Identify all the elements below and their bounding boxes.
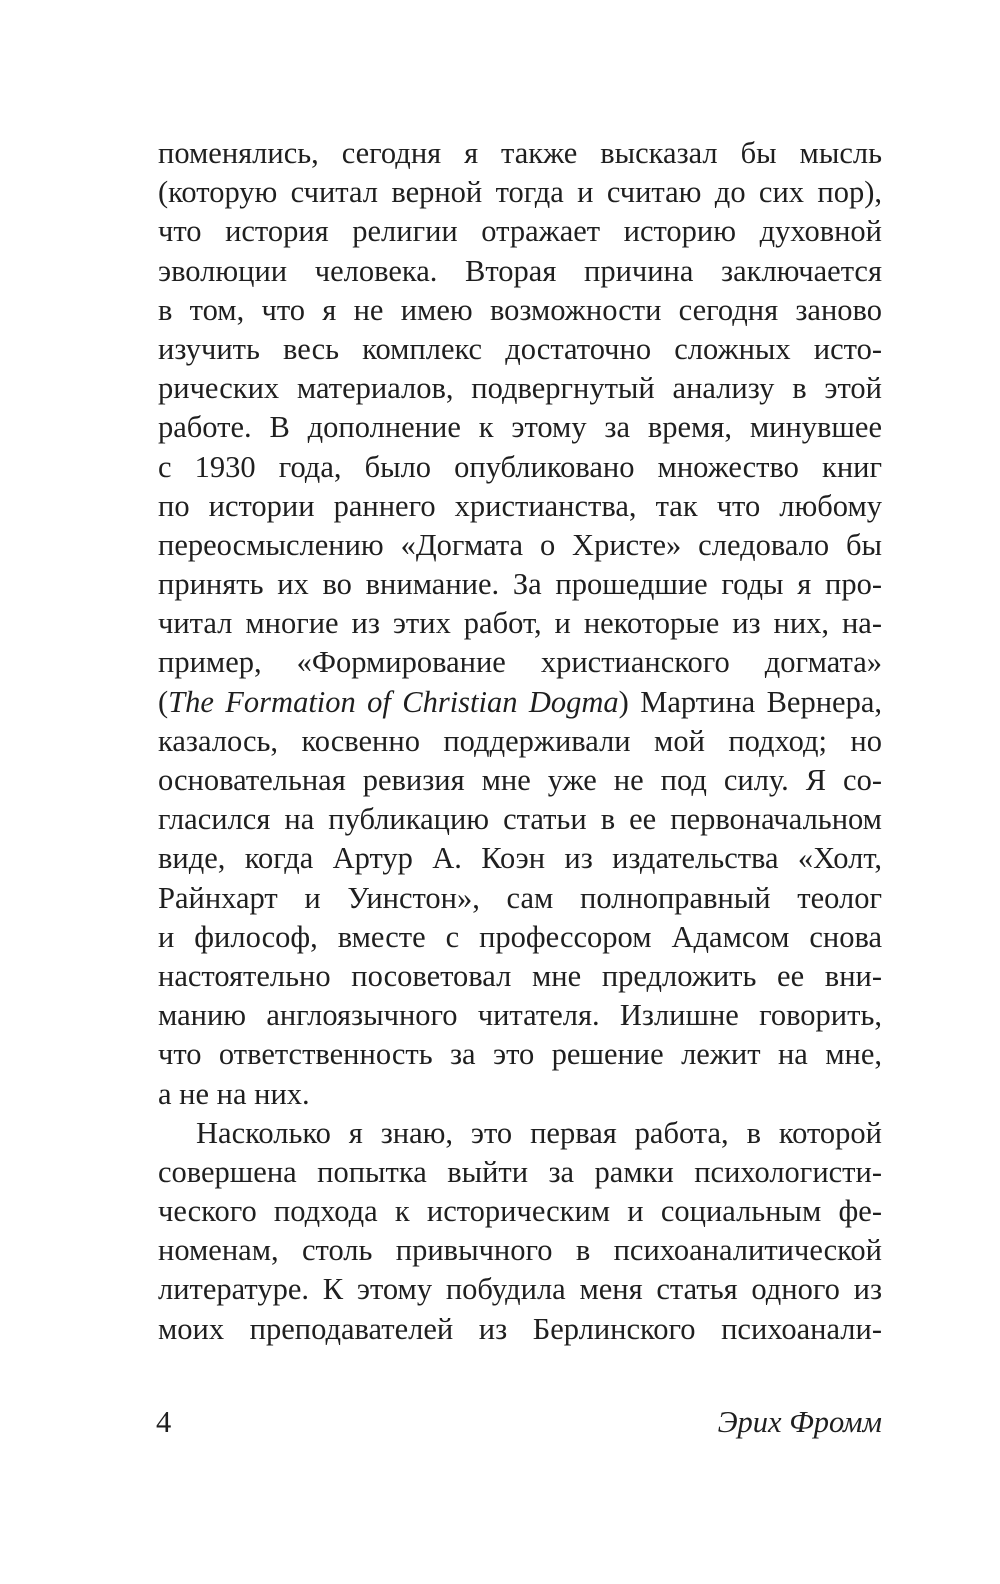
text-line: переосмыслению «Догмата о Христе» следовало бы xyxy=(158,527,882,562)
text-line: читал многие из этих работ, и некоторые из них, на- xyxy=(158,606,882,641)
text-line: что ответственность за это решение лежит на мне, xyxy=(158,1037,882,1072)
text-line: номенам, столь привычного в психоаналитической xyxy=(158,1233,882,1268)
text-line: ческого подхода к историческим и социальным фе- xyxy=(158,1194,882,1229)
body-text xyxy=(158,134,882,1349)
paren-open: ( xyxy=(158,684,169,719)
text-line: казалось, косвенно поддерживали мой подход; но xyxy=(158,723,882,758)
text-line: эволюции человека. Вторая причина заключается xyxy=(158,253,882,288)
text-line: манию англоязычного читателя. Излишне говорить, xyxy=(158,998,882,1033)
text-line: рических материалов, подвергнутый анализу в этой xyxy=(158,371,882,406)
text-line: гласился на публикацию статьи в ее первоначальном xyxy=(158,802,882,837)
text-line: изучить весь комплекс достаточно сложных исто- xyxy=(158,331,882,366)
text-line: в том, что я не имею возможности сегодня заново xyxy=(158,292,882,327)
text-line: литературе. К этому побудила меня статья одного из xyxy=(158,1272,882,1307)
italic-book-title: The Formation of Christian Dogma xyxy=(168,684,619,719)
text-line: принять их во внимание. За прошедшие годы я про- xyxy=(158,567,882,602)
paragraph-first-line: Насколько я знаю, это первая работа, в которой xyxy=(196,1115,882,1150)
paragraph-last-line: а не на них. xyxy=(158,1076,310,1111)
text-line: моих преподавателей из Берлинского психоанали- xyxy=(158,1311,882,1346)
text-line-with-italic-title xyxy=(158,683,882,722)
text-line: и философ, вместе с профессором Адамсом снова xyxy=(158,919,882,954)
text-line: что история религии отражает историю духовной xyxy=(158,214,882,249)
text-line: работе. В дополнение к этому за время, минувшее xyxy=(158,410,882,445)
text-line: по истории раннего христианства, так что любому xyxy=(158,488,882,523)
text-line: с 1930 года, было опубликовано множество книг xyxy=(158,449,882,484)
text-line: совершена попытка выйти за рамки психологисти- xyxy=(158,1154,882,1189)
text-line: виде, когда Артур А. Коэн из издательства «Холт, xyxy=(158,841,882,876)
text-line: пример, «Формирование христианского догмата» xyxy=(158,645,882,680)
line-tail: ) Мартина Вернера, xyxy=(618,684,882,719)
text-line: основательная ревизия мне уже не под силу. Я со- xyxy=(158,763,882,797)
page-number: 4 xyxy=(156,1405,172,1439)
text-line: поменялись, сегодня я также высказал бы мысль xyxy=(158,136,882,170)
text-line: настоятельно посоветовал мне предложить ее вни- xyxy=(158,958,882,993)
text-line: (которую считал верной тогда и считаю до сих пор), xyxy=(158,175,882,210)
text-line: Райнхарт и Уинстон», сам полноправный теолог xyxy=(158,880,882,915)
running-footer-author: Эрих Фромм xyxy=(717,1405,882,1439)
